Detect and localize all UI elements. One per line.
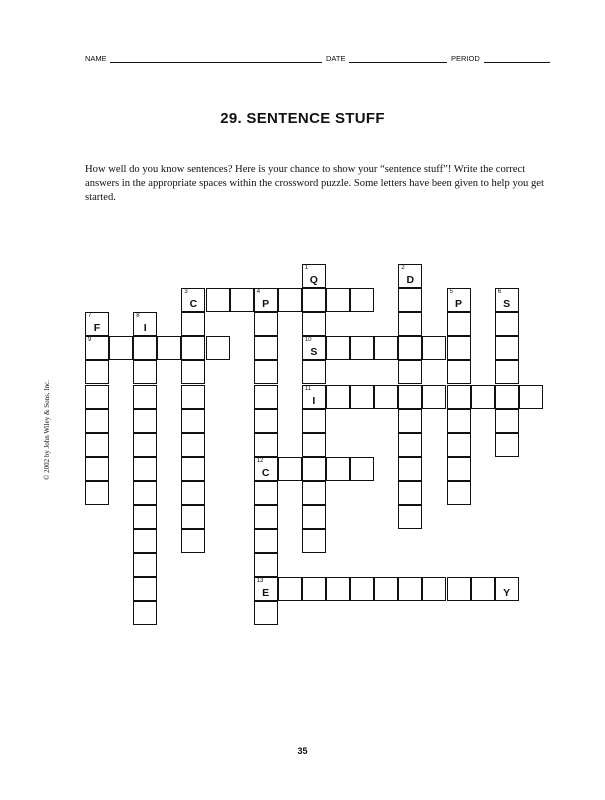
crossword-cell[interactable] [519,385,543,409]
clue-number: 13 [256,578,264,585]
crossword-cell[interactable] [447,409,471,433]
crossword-cell[interactable] [133,529,157,553]
crossword-cell[interactable] [471,385,495,409]
crossword-cell[interactable] [495,360,519,384]
given-letter: S [310,346,318,359]
crossword-cell[interactable] [85,409,109,433]
crossword-cell[interactable] [447,577,471,601]
given-letter: P [262,298,270,311]
crossword-cell[interactable] [278,457,302,481]
crossword-cell[interactable] [398,409,422,433]
crossword-cell[interactable] [398,360,422,384]
crossword-cell[interactable] [254,529,278,553]
crossword-cell[interactable] [85,336,109,360]
crossword-cell[interactable] [133,433,157,457]
crossword-cell[interactable] [302,264,326,288]
clue-number: 5 [449,289,453,296]
crossword-cell[interactable] [495,336,519,360]
given-letter: E [262,587,270,600]
clue-number: 10 [304,337,312,344]
crossword-cell[interactable] [447,288,471,312]
crossword-cell[interactable] [230,288,254,312]
period-label: PERIOD [451,54,480,63]
crossword-cell[interactable] [254,312,278,336]
clue-number: 1 [304,265,309,271]
clue-number: 4 [256,289,261,296]
crossword-cell[interactable] [181,360,205,384]
crossword-cell[interactable] [302,312,326,336]
crossword-cell[interactable] [447,433,471,457]
clue-number: 12 [256,457,264,464]
crossword-cell[interactable] [495,409,519,433]
crossword-cell[interactable] [422,577,446,601]
instructions-text: How well do you know sentences? Here is your chance to show your “sentence stuff”! Write the correct answers in the appropriate spaces within the crossword puzzle. Some letters have been given to help you get started. [85,164,544,203]
crossword-cell[interactable] [495,577,519,601]
crossword-cell[interactable] [302,409,326,433]
crossword-cell[interactable] [206,336,230,360]
crossword-cell[interactable] [85,385,109,409]
clue-number: 3 [184,289,188,296]
crossword-cell[interactable] [398,577,422,601]
date-label: DATE [326,54,346,63]
crossword-cell[interactable] [206,288,230,312]
crossword-cell[interactable] [133,457,157,481]
crossword-cell[interactable] [447,360,471,384]
crossword-cell[interactable] [133,336,157,360]
crossword-cell[interactable] [133,553,157,577]
crossword-cell[interactable] [326,288,350,312]
crossword-cell[interactable] [181,433,205,457]
clue-number: 6 [497,289,502,296]
crossword-cell[interactable] [398,505,422,529]
page-title: 29. SENTENCE STUFF [220,110,385,127]
crossword-cell[interactable] [254,457,278,481]
crossword-cell[interactable] [495,312,519,336]
crossword-cell[interactable] [398,481,422,505]
given-letter: Q [309,274,318,286]
crossword-cell[interactable] [447,385,471,409]
crossword-cell[interactable] [422,336,446,360]
crossword-cell[interactable] [85,457,109,481]
crossword-cell[interactable] [181,481,205,505]
crossword-cell[interactable] [350,577,374,601]
given-letter: I [312,394,316,407]
crossword-cell[interactable] [302,336,326,360]
crossword-cell[interactable] [254,336,278,360]
crossword-cell[interactable] [374,336,398,360]
crossword-cell[interactable] [133,577,157,601]
given-letter: C [189,298,198,311]
crossword-cell[interactable] [495,288,519,312]
crossword-cell[interactable] [350,336,374,360]
crossword-cell[interactable] [278,577,302,601]
copyright-notice: © 2002 by John Wiley & Sons, Inc. [43,380,51,480]
crossword-cell[interactable] [398,264,422,288]
crossword-cell[interactable] [447,312,471,336]
crossword-cell[interactable] [302,505,326,529]
crossword-cell[interactable] [85,312,109,336]
given-letter: D [406,274,415,286]
clue-number: 11 [304,385,312,392]
crossword-cell[interactable] [278,288,302,312]
crossword-cell[interactable] [350,288,374,312]
crossword-cell[interactable] [181,457,205,481]
crossword-cell[interactable] [302,360,326,384]
crossword-cell[interactable] [302,457,326,481]
crossword-cell[interactable] [254,433,278,457]
crossword-cell[interactable] [254,553,278,577]
crossword-cell[interactable] [422,385,446,409]
crossword-cell[interactable] [398,433,422,457]
crossword-cell[interactable] [302,385,326,409]
crossword-cell[interactable] [495,433,519,457]
crossword-cell[interactable] [254,409,278,433]
given-letter: S [503,298,511,311]
crossword-cell[interactable] [109,336,133,360]
crossword-cell[interactable] [254,385,278,409]
crossword-cell[interactable] [157,336,181,360]
crossword-cell[interactable] [398,385,422,409]
crossword-cell[interactable] [133,360,157,384]
crossword-cell[interactable] [254,505,278,529]
crossword-cell[interactable] [302,481,326,505]
clue-number: 9 [88,337,92,344]
crossword-cell[interactable] [447,481,471,505]
crossword-cell[interactable] [133,481,157,505]
crossword-cell[interactable] [254,288,278,312]
crossword-cell[interactable] [350,457,374,481]
crossword-cell[interactable] [471,577,495,601]
given-letter: I [143,322,147,335]
crossword-cell[interactable] [181,505,205,529]
crossword-cell[interactable] [181,312,205,336]
crossword-cell[interactable] [302,288,326,312]
crossword-cell[interactable] [398,336,422,360]
page-number: 35 [297,746,308,756]
crossword-cell[interactable] [447,457,471,481]
crossword-cell[interactable] [398,288,422,312]
crossword-cell[interactable] [85,360,109,384]
crossword-cell[interactable] [302,577,326,601]
crossword-cell[interactable] [326,385,350,409]
crossword-cell[interactable] [133,601,157,625]
crossword-cell[interactable] [350,385,374,409]
crossword-cell[interactable] [181,529,205,553]
crossword-cell[interactable] [181,288,205,312]
crossword-cell[interactable] [495,385,519,409]
crossword-cell[interactable] [181,409,205,433]
crossword-cell[interactable] [181,385,205,409]
crossword-cell[interactable] [447,336,471,360]
clue-number: 7 [88,313,92,320]
crossword-cell[interactable] [398,312,422,336]
crossword-cell[interactable] [326,336,350,360]
crossword-cell[interactable] [133,312,157,336]
crossword-cell[interactable] [254,360,278,384]
crossword-cell[interactable] [302,433,326,457]
given-letter: Y [503,587,511,600]
crossword-cell[interactable] [374,385,398,409]
clue-number: 2 [401,265,405,271]
crossword-cell[interactable] [302,529,326,553]
crossword-cell[interactable] [85,481,109,505]
crossword-cell[interactable] [133,385,157,409]
clue-number: 8 [136,313,140,320]
crossword-cell[interactable] [326,577,350,601]
given-letter: F [93,322,101,335]
crossword-cell[interactable] [254,577,278,601]
crossword-cell[interactable] [133,505,157,529]
crossword-cell[interactable] [326,457,350,481]
crossword-cell[interactable] [398,457,422,481]
name-label: NAME [85,54,107,63]
crossword-cell[interactable] [254,601,278,625]
crossword-cell[interactable] [133,409,157,433]
given-letter: P [454,298,462,311]
crossword-cell[interactable] [374,577,398,601]
crossword-cell[interactable] [181,336,205,360]
given-letter: C [261,466,270,479]
crossword-cell[interactable] [254,481,278,505]
crossword-cell[interactable] [85,433,109,457]
